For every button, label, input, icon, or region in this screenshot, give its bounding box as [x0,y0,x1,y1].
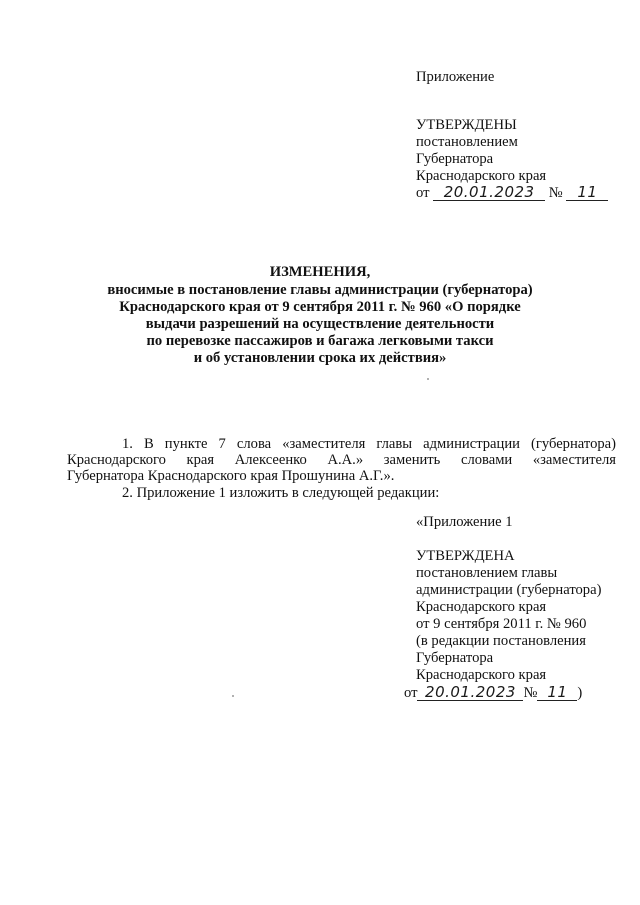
scan-speck [427,378,429,380]
handwritten-number: 11 [566,185,608,201]
quoted-line-5: от 9 сентября 2011 г. № 960 [416,616,587,632]
approved-by-line-3: Краснодарского края [416,168,547,184]
quoted-line-7: Губернатора [416,650,494,666]
subtitle-line-3: выдачи разрешений на осуществление деятельности [145,316,495,332]
approved-label: УТВЕРЖДЕНЫ [416,117,517,133]
appendix-label: Приложение [416,69,495,85]
quoted-appendix-label: «Приложение 1 [416,514,513,530]
paragraph-1-line-3: Губернатора Краснодарского края Прошунина А.Г.». [67,468,395,484]
quoted-closing-paren: ) [577,685,583,701]
quoted-handwritten-date: 20.01.2023 [417,685,523,701]
quoted-line-6: (в редакции постановления [416,633,586,649]
handwritten-date: 20.01.2023 [433,185,545,201]
quoted-date-prefix: от [404,685,418,701]
approved-by-line-1: постановлением [416,134,518,150]
quoted-date-number-line [404,685,582,702]
scan-speck-2 [232,695,234,697]
quoted-line-3: администрации (губернатора) [416,582,602,598]
subtitle-line-5: и об установлении срока их действия» [193,350,447,366]
quoted-handwritten-number: 11 [537,685,577,701]
paragraph-1-line-2: Краснодарского края Алексеенко А.А.» заменить словами «заместителя [67,452,616,468]
title: ИЗМЕНЕНИЯ, [269,264,371,280]
quoted-line-4: Краснодарского края [416,599,547,615]
approved-by-line-2: Губернатора [416,151,494,167]
paragraph-1-line-1: 1. В пункте 7 слова «заместителя главы администрации (губернатора) [122,436,616,452]
subtitle-line-2: Краснодарского края от 9 сентября 2011 г. № 960 «О порядке [119,299,521,315]
quoted-approved-label: УТВЕРЖДЕНА [416,548,515,564]
paragraph-2: 2. Приложение 1 изложить в следующей редакции: [122,485,440,501]
quoted-line-8: Краснодарского края [416,667,547,683]
quoted-number-sign: № [523,685,538,701]
quoted-line-2: постановлением главы [416,565,558,581]
subtitle-line-4: по перевозке пассажиров и багажа легковыми такси [146,333,494,349]
date-prefix: от [416,185,430,201]
date-number-line [416,185,608,202]
number-sign: № [548,185,563,201]
subtitle-line-1: вносимые в постановление главы администрации (губернатора) [107,282,533,298]
